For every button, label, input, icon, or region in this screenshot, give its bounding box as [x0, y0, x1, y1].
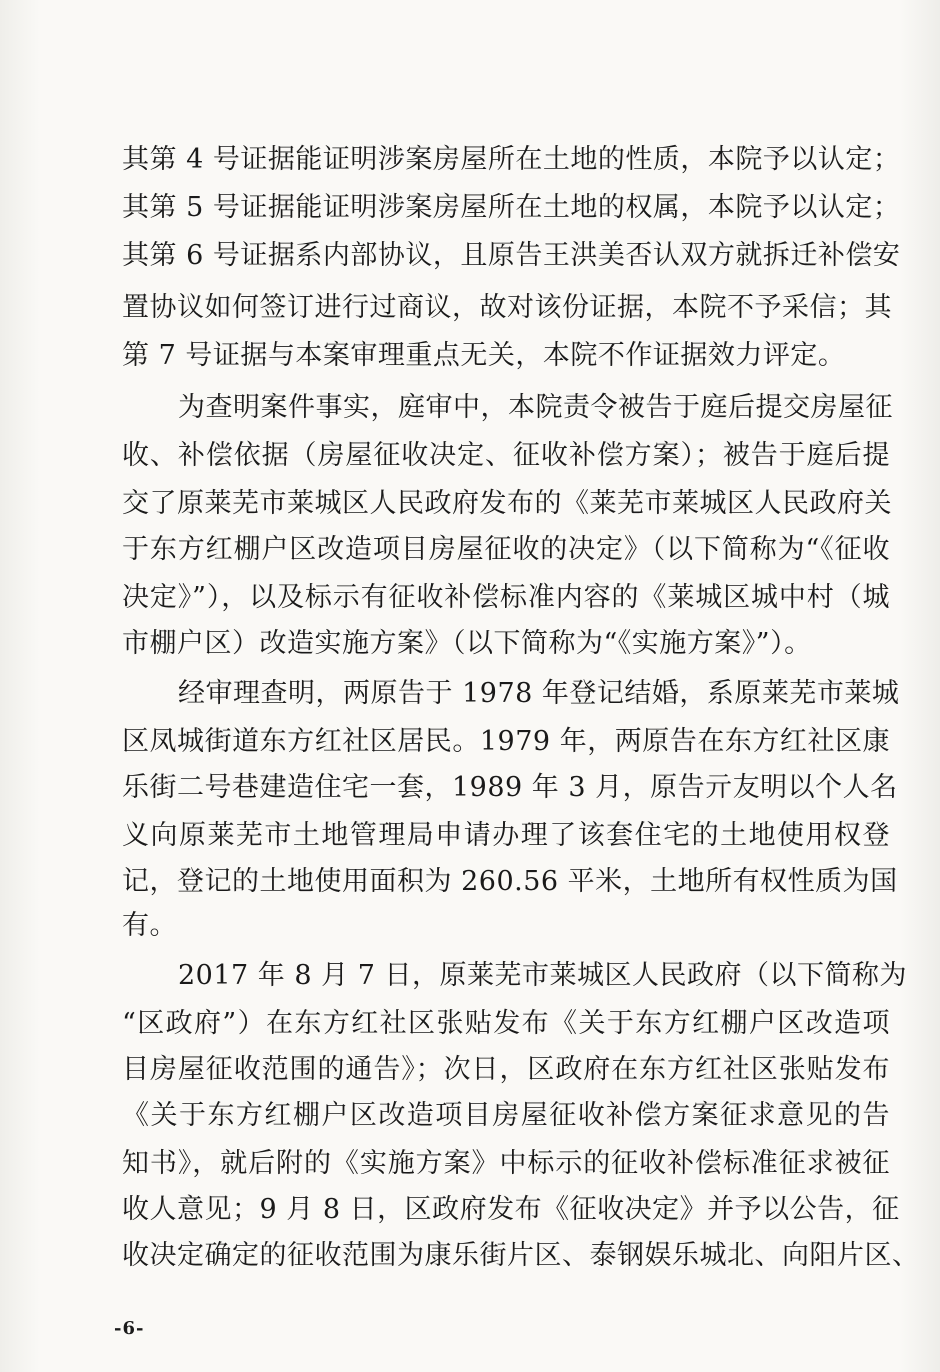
text-line: 2017 年 8 月 7 日，原莱芜市莱城区人民政府（以下简称为 [178, 960, 907, 991]
text-line: 收、补偿依据（房屋征收决定、征收补偿方案）；被告于庭后提 [122, 440, 890, 471]
text-line: 交了原莱芜市莱城区人民政府发布的《莱芜市莱城区人民政府关 [122, 488, 892, 519]
text-line: 乐街二号巷建造住宅一套，1989 年 3 月，原告亓友明以个人名 [122, 772, 898, 803]
text-line: 其第 5 号证据能证明涉案房屋所在土地的权属，本院予以认定； [122, 192, 901, 223]
text-line: 有。 [122, 910, 177, 941]
text-line: 收人意见；9 月 8 日，区政府发布《征收决定》并予以公告，征 [122, 1194, 900, 1225]
text-line: 决定》”），以及标示有征收补偿标准内容的《莱城区城中村（城 [122, 582, 890, 613]
page-number: -6- [114, 1318, 145, 1339]
text-line: 目房屋征收范围的通告》；次日，区政府在东方红社区张贴发布 [122, 1054, 890, 1085]
text-line: 其第 4 号证据能证明涉案房屋所在土地的性质，本院予以认定； [122, 144, 901, 175]
text-line: 收决定确定的征收范围为康乐街片区、泰钢娱乐城北、向阳片区、 [122, 1240, 920, 1271]
text-line: 于东方红棚户区改造项目房屋征收的决定》（以下简称为“《征收 [122, 534, 890, 565]
text-line: 第 7 号证据与本案审理重点无关，本院不作证据效力评定。 [122, 340, 846, 371]
text-line: 为查明案件事实，庭审中，本院责令被告于庭后提交房屋征 [178, 392, 893, 423]
text-line: 知书》，就后附的《实施方案》中标示的征收补偿标准征求被征 [122, 1148, 890, 1179]
text-line: 经审理查明，两原告于 1978 年登记结婚，系原莱芜市莱城 [178, 678, 900, 709]
text-line: 区凤城街道东方红社区居民。1979 年，两原告在东方红社区康 [122, 726, 890, 757]
text-line: 记，登记的土地使用面积为 260.56 平米，土地所有权性质为国 [122, 866, 898, 897]
text-line: 《关于东方红棚户区改造项目房屋征收补偿方案征求意见的告 [122, 1100, 890, 1131]
text-line: 市棚户区）改造实施方案》（以下简称为“《实施方案》”）。 [122, 628, 812, 659]
text-line: 其第 6 号证据系内部协议，且原告王洪美否认双方就拆迁补偿安 [122, 240, 901, 271]
text-line: 置协议如何签订进行过商议，故对该份证据，本院不予采信；其 [122, 292, 892, 323]
text-line: “区政府”）在东方红社区张贴发布《关于东方红棚户区改造项 [122, 1008, 890, 1039]
text-line: 义向原莱芜市土地管理局申请办理了该套住宅的土地使用权登 [122, 820, 890, 851]
